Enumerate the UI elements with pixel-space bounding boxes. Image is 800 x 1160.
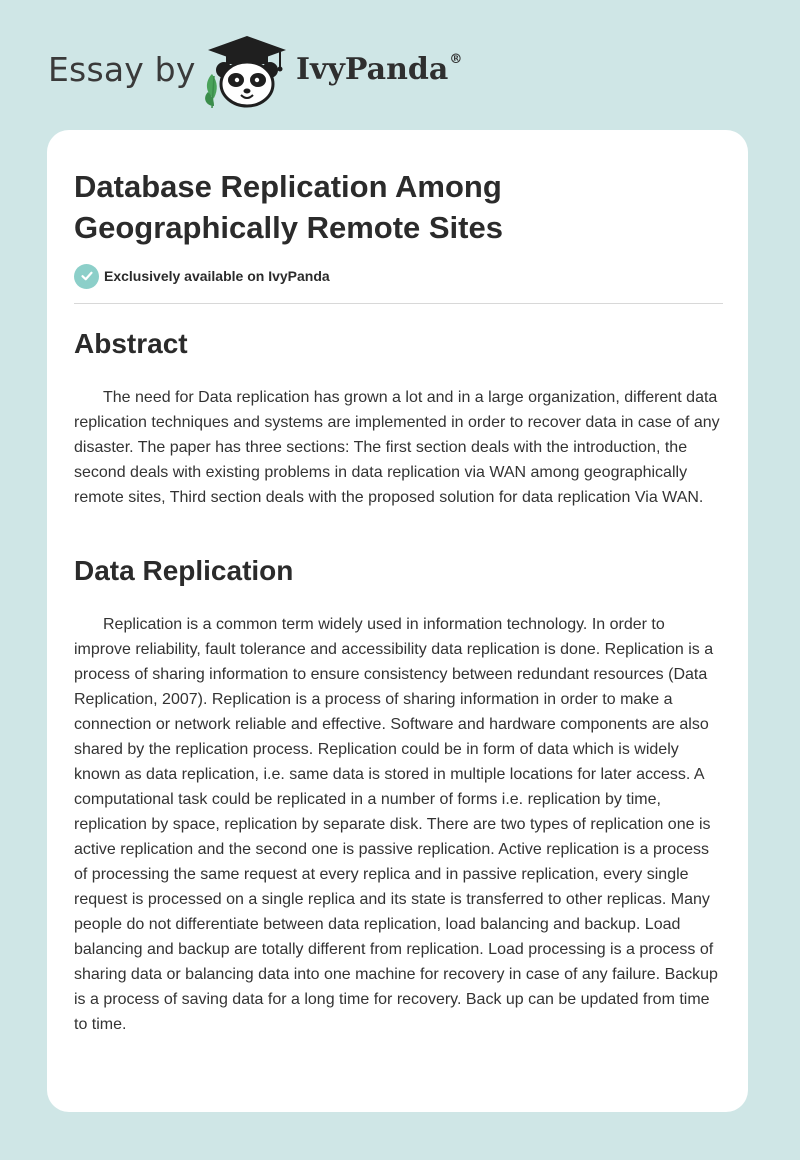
brand-name-text: IvyPanda: [296, 52, 449, 87]
title-divider: [74, 303, 723, 304]
section-heading-abstract: Abstract: [74, 328, 188, 359]
panda-graduate-logo-icon[interactable]: [202, 34, 292, 110]
section-body-abstract: The need for Data replication has grown a lot and in a large organization, different data replication techniques and systems are implemented in order to recover data in case of any disaster. The paper has three sections: The first section deals with the introduction, the second deals with existing problems in data replication via WAN among geographically remote sites, Third section deals with the proposed solution for data replication Via WAN.: [74, 389, 720, 506]
badge-text: Exclusively available on IvyPanda: [104, 268, 330, 284]
essay-card: [47, 130, 748, 1112]
section-body-data-replication: Replication is a common term widely used in information technology. In order to improve reliability, fault tolerance and accessibility data replication is done. Replication is a process of sharing information to ensure consistency between redundant resources (Data Replication, 2007). Replication is a process of sharing information in order to make a connection or network reliable and effective. Software and hardware components are also shared by the replication process. Replication could be in form of data which is widely known as data replication, i.e. same data is stored in multiple locations for later access. A computational task could be replicated in a number of forms i.e. replication by time, replication by space, replication by separate disk. There are two types of replication one is active replication and the second one is passive replication. Active replication is a process of processing the same request at every replica and in passive replication, every single request is processed on a single replica and its state is transferred to other replicas. Many people do not differentiate between data replication, load balancing and backup. Load balancing and backup are totally different from replication. Load processing is a process of sharing data or balancing data into one machine for recovery in case of any failure. Backup is a process of saving data for a long time for recovery. Back up can be updated from time to time.: [74, 616, 718, 1033]
brand-header: [48, 30, 508, 110]
section-heading-data-replication: Data Replication: [74, 555, 294, 586]
exclusive-badge: [74, 263, 330, 289]
brand-name[interactable]: [296, 52, 462, 87]
check-circle-icon: [74, 264, 99, 289]
registered-mark: ®: [449, 52, 463, 67]
brand-prefix: Essay by: [48, 50, 196, 89]
essay-title: Database Replication Among Geographically Remote Sites: [74, 169, 503, 245]
